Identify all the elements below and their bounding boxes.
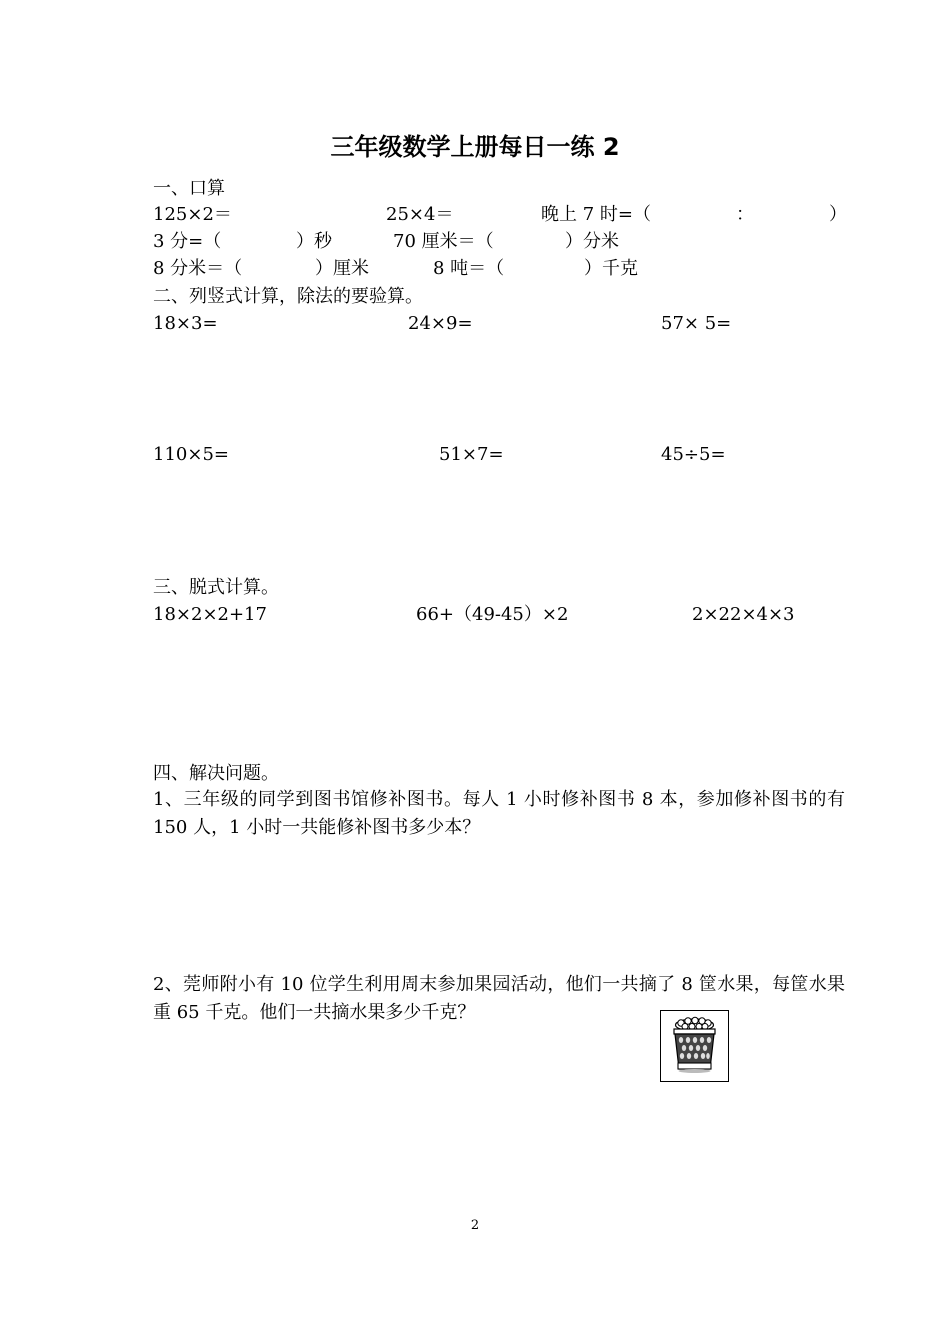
- conversion-ton-close: ）千克: [584, 258, 638, 279]
- word-problem-2: 2、莞师附小有 10 位学生利用周末参加果园活动，他们一共摘了 8 筐水果，每筐水果重 65 千克。他们一共摘水果多少千克？: [153, 974, 845, 1023]
- conversion-ton-open: 8 吨＝（: [433, 258, 505, 279]
- fruit-basket-icon: [661, 1011, 728, 1081]
- conversion-dm-close: ）厘米: [315, 258, 369, 279]
- time-question-open: 晚上 7 时=（: [541, 204, 651, 225]
- time-colon: ：: [736, 204, 754, 225]
- page-number: 2: [470, 1218, 480, 1233]
- conversion-minutes-close: ）秒: [296, 231, 332, 252]
- vertical-calc-2: 24×9=: [408, 313, 473, 334]
- vertical-calc-3: 57× 5=: [661, 313, 732, 334]
- section-3-heading: 三、脱式计算。: [153, 577, 279, 598]
- vertical-calc-1: 18×3=: [153, 313, 218, 334]
- section-2-heading: 二、列竖式计算，除法的要验算。: [153, 286, 423, 307]
- conversion-minutes-open: 3 分=（: [153, 231, 222, 252]
- step-calc-2: 66+（49-45）×2: [416, 604, 569, 625]
- section-1-heading: 一、口算: [153, 178, 225, 199]
- step-calc-3: 2×22×4×3: [692, 604, 795, 625]
- section-4-heading: 四、解决问题。: [153, 763, 279, 784]
- oral-calc-1: 125×2＝: [153, 204, 232, 225]
- conversion-cm-open: 70 厘米＝（: [393, 231, 494, 252]
- vertical-calc-5: 51×7=: [439, 444, 504, 465]
- time-question-close: ）: [829, 204, 847, 225]
- step-calc-1: 18×2×2+17: [153, 604, 267, 625]
- conversion-cm-close: ）分米: [565, 231, 619, 252]
- vertical-calc-6: 45÷5=: [661, 444, 726, 465]
- word-problem-1: 1、三年级的同学到图书馆修补图书。每人 1 小时修补图书 8 本，参加修补图书的有 150 人，1 小时一共能修补图书多少本？: [153, 789, 845, 838]
- vertical-calc-4: 110×5=: [153, 444, 229, 465]
- oral-calc-2: 25×4＝: [386, 204, 454, 225]
- conversion-dm-open: 8 分米＝（: [153, 258, 243, 279]
- fruit-basket-image: [660, 1010, 729, 1082]
- page-title: 三年级数学上册每日一练 2: [330, 133, 620, 161]
